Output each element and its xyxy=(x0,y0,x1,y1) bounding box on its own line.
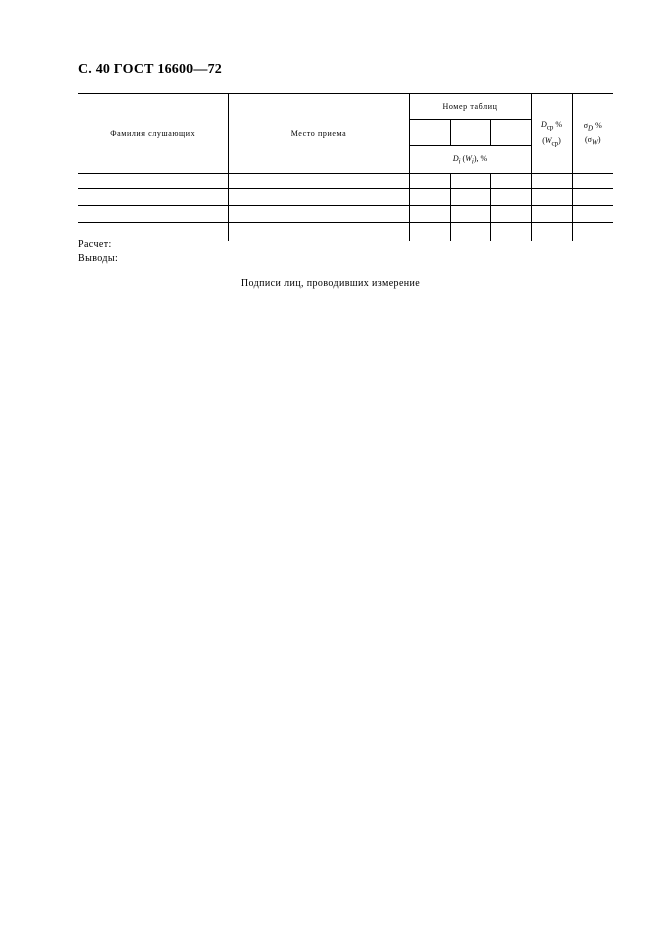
table-row xyxy=(78,189,613,206)
header-sigma: $\sigma_D$ % $(\sigma_W)$ xyxy=(572,94,613,174)
table-number-cell-3 xyxy=(490,120,531,146)
table-row xyxy=(78,223,613,241)
signatures-label: Подписи лиц, проводивших измерение xyxy=(240,278,421,289)
header-table-number: Номер таблиц xyxy=(409,94,531,120)
measurement-form-table xyxy=(78,93,613,241)
table-row xyxy=(78,174,613,189)
header-place: Место приема xyxy=(228,94,409,174)
page-title: С. 40 ГОСТ 16600—72 xyxy=(78,62,222,77)
table-number-cell-2 xyxy=(450,120,490,146)
table-number-cell-1 xyxy=(409,120,450,146)
conclusions-label: Выводы: xyxy=(78,253,119,264)
header-surname: Фамилия слушающих xyxy=(78,94,228,174)
calculation-section xyxy=(78,238,118,266)
header-di-wi: $D_i$ $(W_i)$, % xyxy=(409,146,531,174)
table-row xyxy=(78,206,613,223)
header-dcp: $D_{ср}$ % $(W_{ср})$ xyxy=(531,94,572,174)
calc-label: Расчет: xyxy=(78,239,112,250)
